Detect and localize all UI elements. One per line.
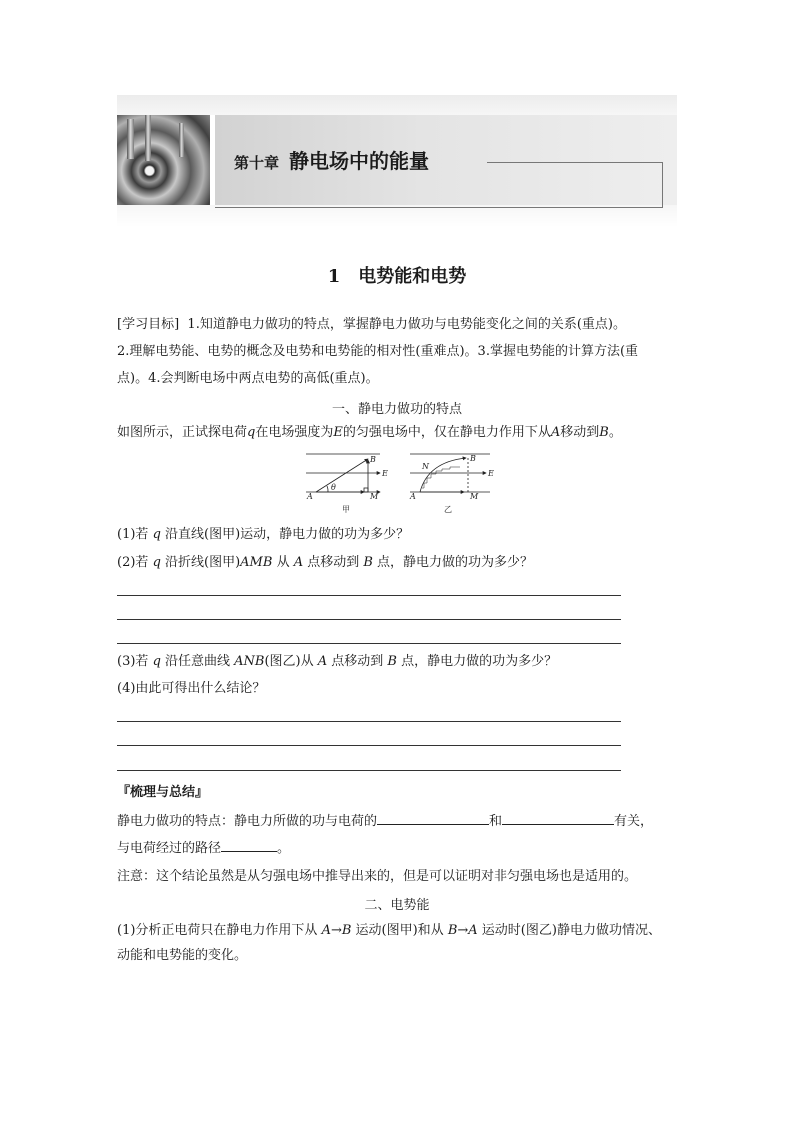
answer-line[interactable]	[117, 643, 621, 644]
text: 点，静电力做的功为多少？	[372, 555, 534, 570]
banner-frame-line	[215, 207, 663, 208]
question-1	[117, 523, 677, 547]
summary-line-1	[117, 810, 677, 834]
fill-blank[interactable]	[502, 810, 614, 825]
answer-line[interactable]	[117, 745, 621, 746]
var-a: A	[317, 654, 328, 669]
text: 点，静电力做的功为多少？	[396, 654, 558, 669]
question-4: (4)由此可得出什么结论？	[117, 681, 266, 696]
label-b: B	[370, 455, 376, 464]
label-e: E	[382, 469, 388, 478]
text: (3)若	[117, 654, 153, 669]
var-b: B	[599, 425, 609, 440]
text: (图乙)从	[264, 654, 318, 669]
answer-line[interactable]	[117, 721, 621, 722]
path-straight	[316, 459, 368, 492]
var-b: B	[363, 555, 373, 570]
text: (1)分析正电荷只在静电力作用下从	[117, 923, 322, 938]
angle-arc	[327, 486, 328, 492]
banner-photo	[117, 115, 210, 205]
var-b: B	[387, 654, 397, 669]
label-b: B	[470, 454, 476, 463]
summary-note: 注意：这个结论虽然是从匀强电场中推导出来的，但是可以证明对非匀强电场也是适用的。	[117, 869, 638, 884]
caption-jia: 甲	[342, 505, 350, 514]
var-b-to-a: B→A	[447, 923, 478, 938]
question-3	[117, 650, 677, 674]
text: 点移动到	[303, 555, 364, 570]
var-q: q	[152, 527, 161, 542]
part2-paragraph-1	[117, 919, 677, 943]
text: 。	[608, 425, 622, 440]
objectives-line-2: 2.理解电势能、电势的概念及电势和电势能的相对性(重难点)。3.掌握电势能的计算方法(重	[117, 344, 639, 359]
banner-frame-line	[487, 162, 663, 163]
field-diagram	[298, 450, 498, 520]
right-angle-mark	[364, 488, 368, 492]
summary-heading: 『梳理与总结』	[117, 785, 209, 800]
objectives-line-1	[117, 313, 677, 337]
objectives-line-3: 点)。4.会判断电场中两点电势的高低(重点)。	[117, 371, 379, 386]
objectives-tag: [学习目标]	[117, 317, 180, 332]
chapter-label: 第十章	[234, 154, 280, 172]
text: 从	[272, 555, 294, 570]
banner-bottom-band	[117, 205, 677, 227]
summary-line-2	[117, 837, 677, 861]
text: 运动(图甲)和从	[351, 923, 448, 938]
text: 的匀强电场中，仅在静电力作用下从	[342, 425, 551, 440]
text: (2)若	[117, 555, 153, 570]
chapter-banner	[117, 95, 677, 213]
text: 移动到	[560, 425, 600, 440]
var-q: q	[247, 425, 256, 440]
fill-blank[interactable]	[221, 837, 277, 852]
section-title: 1 电势能和电势	[327, 266, 467, 287]
label-theta: θ	[331, 483, 336, 492]
label-n: N	[422, 462, 429, 471]
label-a: A	[410, 492, 416, 501]
var-path: AMB	[240, 555, 273, 570]
text: 在电场强度为	[255, 425, 334, 440]
text: 点移动到	[327, 654, 388, 669]
part2-paragraph-1b: 动能和电势能的变化。	[117, 948, 248, 963]
var-a-to-b: A→B	[321, 923, 352, 938]
text: 如图所示，正试探电荷	[117, 425, 248, 440]
var-q: q	[152, 555, 161, 570]
banner-top-band	[117, 95, 677, 115]
label-m: M	[470, 492, 479, 501]
chapter-name: 静电场中的能量	[289, 149, 430, 173]
var-a: A	[550, 425, 561, 440]
text: 沿任意曲线	[160, 654, 235, 669]
var-a: A	[293, 555, 304, 570]
var-e: E	[333, 425, 343, 440]
objectives-text: 1.知道静电力做功的特点，掌握静电力做功与电势能变化之间的关系(重点)。	[187, 317, 626, 332]
label-m: M	[370, 492, 379, 501]
text: (1)若	[117, 527, 153, 542]
fill-blank[interactable]	[377, 810, 489, 825]
var-path: ANB	[234, 654, 265, 669]
text: 静电力做功的特点：静电力所做的功与电荷的	[117, 814, 378, 829]
figure-left	[306, 454, 388, 514]
text: 运动时(图乙)静电力做功情况、	[477, 923, 661, 938]
banner-frame-line	[662, 162, 663, 207]
question-2	[117, 551, 677, 575]
text: 沿折线(图甲)	[160, 555, 241, 570]
label-a: A	[307, 492, 313, 501]
answer-line[interactable]	[117, 770, 621, 771]
text: 有关，	[614, 814, 654, 829]
part1-heading: 一、静电力做功的特点	[331, 402, 462, 417]
chapter-title	[234, 145, 429, 174]
part1-intro	[117, 421, 677, 445]
answer-line[interactable]	[117, 619, 621, 620]
var-q: q	[152, 654, 161, 669]
text: 。	[277, 841, 291, 856]
label-e: E	[488, 469, 494, 478]
figure-right	[409, 454, 494, 514]
text: 与电荷经过的路径	[117, 841, 222, 856]
answer-line[interactable]	[117, 595, 621, 596]
part2-heading: 二、电势能	[364, 898, 430, 913]
text: 沿直线(图甲)运动，静电力做的功为多少？	[160, 527, 410, 542]
caption-yi: 乙	[444, 505, 452, 514]
text: 和	[489, 814, 503, 829]
